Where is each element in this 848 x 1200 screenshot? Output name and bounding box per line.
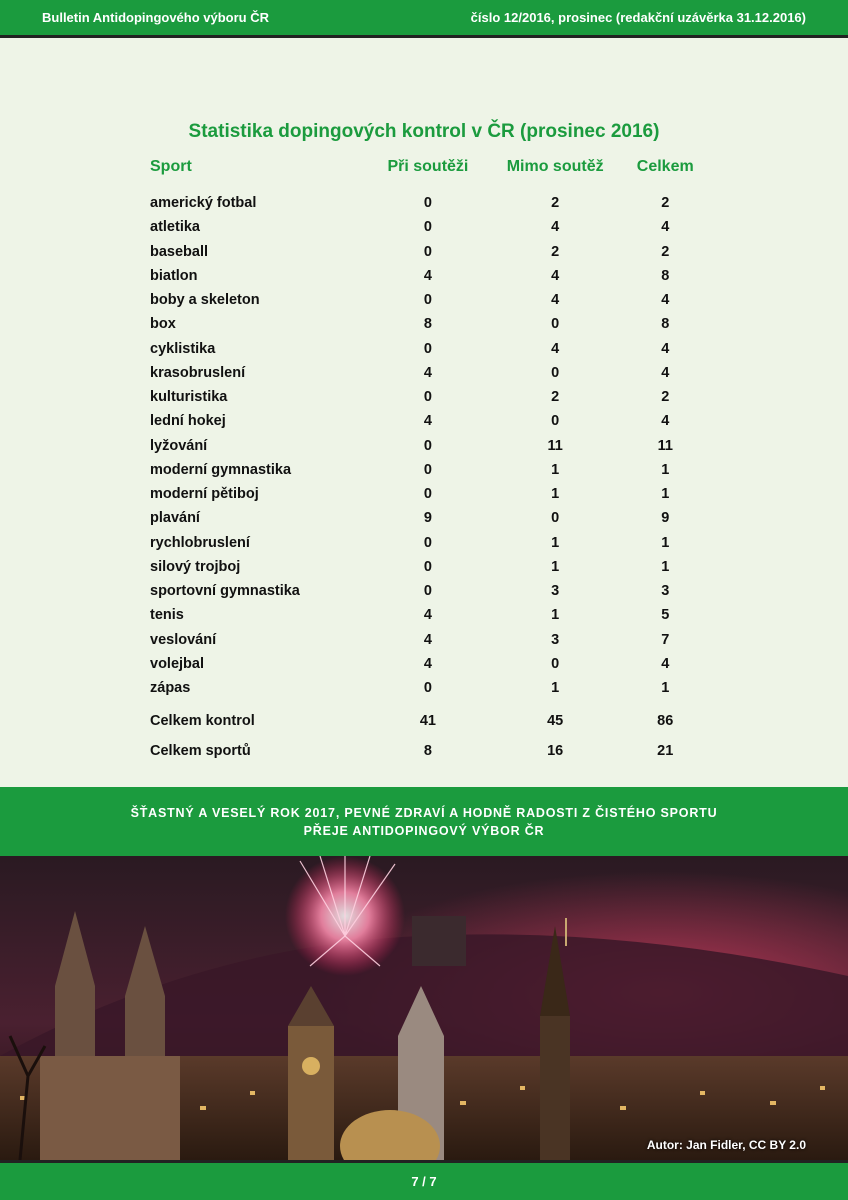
- cell-label: Celkem sportů: [150, 743, 251, 760]
- cell-in-competition: 4: [423, 267, 432, 284]
- cell-total: 8: [661, 316, 670, 333]
- cell-in-competition: 4: [423, 655, 432, 672]
- page-number: 7 / 7: [411, 1174, 437, 1189]
- cell-sport: box: [150, 316, 176, 333]
- cell-total: 1: [661, 486, 670, 503]
- cell-sport: rychlobruslení: [150, 534, 250, 551]
- table-row: [146, 482, 706, 506]
- cell-sport: moderní pětiboj: [150, 486, 259, 503]
- cell-sport: silový trojboj: [150, 558, 241, 575]
- cell-in-competition: 8: [423, 743, 432, 760]
- cell-out-of-competition: 0: [551, 510, 560, 527]
- photo-credit: Autor: Jan Fidler, CC BY 2.0: [646, 1138, 806, 1152]
- cell-total: 1: [661, 680, 670, 697]
- table-row: [146, 264, 706, 288]
- cell-total: 3: [661, 583, 670, 600]
- header-bar: [0, 0, 848, 38]
- greeting-line-1: ŠŤASTNÝ A VESELÝ ROK 2017, PEVNÉ ZDRAVÍ A HODNĚ RADOSTI Z ČISTÉHO SPORTU: [130, 805, 718, 820]
- cell-sport: lední hokej: [150, 413, 226, 430]
- table-row: [146, 555, 706, 579]
- cell-out-of-competition: 2: [551, 243, 560, 260]
- cell-in-competition: 0: [423, 243, 432, 260]
- photo-illustration: [0, 856, 848, 1160]
- column-header-total: Celkem: [636, 158, 694, 175]
- column-header-sport: Sport: [150, 158, 192, 175]
- cell-out-of-competition: 0: [551, 316, 560, 333]
- cell-sport: lyžování: [150, 437, 208, 454]
- cell-out-of-competition: 45: [547, 713, 564, 730]
- statistics-title: Statistika dopingových kontrol v ČR (prosinec 2016): [188, 121, 660, 142]
- cell-total: 2: [661, 389, 670, 406]
- cell-sport: atletika: [150, 219, 200, 236]
- cell-sport: americký fotbal: [150, 195, 257, 212]
- cell-out-of-competition: 1: [551, 461, 560, 478]
- table-body: [146, 183, 706, 766]
- total-controls-row: [146, 700, 706, 736]
- cell-sport: volejbal: [150, 655, 204, 672]
- cell-out-of-competition: 4: [551, 219, 560, 236]
- cell-total: 9: [661, 510, 670, 527]
- table-header-row: [146, 151, 706, 183]
- table-row: [146, 183, 706, 215]
- cell-out-of-competition: 1: [551, 534, 560, 551]
- cell-out-of-competition: 1: [551, 607, 560, 624]
- table-row: [146, 531, 706, 555]
- cell-out-of-competition: 4: [551, 340, 560, 357]
- cell-out-of-competition: 1: [551, 680, 560, 697]
- cell-total: 11: [657, 437, 673, 454]
- cell-sport: biatlon: [150, 267, 198, 284]
- cell-in-competition: 0: [423, 486, 432, 503]
- cell-out-of-competition: 16: [547, 743, 564, 760]
- table-row: [146, 361, 706, 385]
- cell-sport: baseball: [150, 243, 209, 260]
- cell-sport: plavání: [150, 510, 200, 527]
- cell-in-competition: 0: [423, 340, 432, 357]
- table-row: [146, 385, 706, 409]
- cell-in-competition: 0: [423, 534, 432, 551]
- cell-in-competition: 4: [423, 413, 432, 430]
- cell-out-of-competition: 2: [551, 389, 560, 406]
- cell-in-competition: 0: [423, 437, 432, 454]
- cell-total: 8: [661, 267, 670, 284]
- table-row: [146, 652, 706, 676]
- cell-total: 4: [661, 219, 670, 236]
- cell-out-of-competition: 1: [551, 486, 560, 503]
- cell-total: 1: [661, 461, 670, 478]
- cell-in-competition: 0: [423, 389, 432, 406]
- cell-in-competition: 4: [423, 364, 432, 381]
- table-row: [146, 579, 706, 603]
- cell-sport: boby a skeleton: [150, 292, 260, 309]
- table-row: [146, 312, 706, 336]
- cell-out-of-competition: 3: [551, 583, 560, 600]
- cell-out-of-competition: 4: [551, 267, 560, 284]
- table-row: [146, 288, 706, 312]
- cell-total: 4: [661, 413, 670, 430]
- cell-total: 5: [661, 607, 670, 624]
- cell-in-competition: 0: [423, 219, 432, 236]
- cell-sport: sportovní gymnastika: [150, 583, 300, 600]
- cell-in-competition: 0: [423, 583, 432, 600]
- cell-total: 4: [661, 364, 670, 381]
- table-row: [146, 676, 706, 700]
- new-year-greeting: [0, 787, 848, 856]
- cell-in-competition: 41: [419, 713, 436, 730]
- table-row: [146, 240, 706, 264]
- table-row: [146, 434, 706, 458]
- cell-in-competition: 0: [423, 292, 432, 309]
- cell-out-of-competition: 1: [551, 558, 560, 575]
- table-row: [146, 628, 706, 652]
- cell-sport: tenis: [150, 607, 184, 624]
- cell-in-competition: 4: [423, 607, 432, 624]
- cell-in-competition: 8: [423, 316, 432, 333]
- cell-out-of-competition: 0: [551, 413, 560, 430]
- cell-sport: zápas: [150, 680, 191, 697]
- cell-in-competition: 0: [423, 195, 432, 212]
- column-header-out-of-competition: Mimo soutěž: [506, 158, 604, 175]
- footer-bar: [0, 1160, 848, 1200]
- table-row: [146, 215, 706, 239]
- cell-total: 1: [661, 558, 670, 575]
- cell-in-competition: 4: [423, 631, 432, 648]
- cell-total: 2: [661, 243, 670, 260]
- cell-out-of-competition: 0: [551, 364, 560, 381]
- cell-total: 86: [657, 713, 674, 730]
- cell-total: 7: [661, 631, 670, 648]
- cell-out-of-competition: 2: [551, 195, 560, 212]
- cell-in-competition: 9: [423, 510, 432, 527]
- table-row: [146, 603, 706, 627]
- cell-total: 4: [661, 340, 670, 357]
- cell-out-of-competition: 0: [551, 655, 560, 672]
- issue-info: číslo 12/2016, prosinec (redakční uzávěrka 31.12.2016): [470, 10, 806, 25]
- table-row: [146, 337, 706, 361]
- cell-out-of-competition: 11: [547, 437, 563, 454]
- cell-in-competition: 0: [423, 461, 432, 478]
- cell-label: Celkem kontrol: [150, 713, 255, 730]
- cell-total: 4: [661, 292, 670, 309]
- cell-total: 2: [661, 195, 670, 212]
- cell-total: 21: [657, 743, 674, 760]
- total-sports-row: [146, 736, 706, 766]
- table-row: [146, 506, 706, 530]
- cell-in-competition: 0: [423, 558, 432, 575]
- cell-out-of-competition: 4: [551, 292, 560, 309]
- table-row: [146, 458, 706, 482]
- fireworks-icon: [285, 856, 405, 976]
- doping-control-table: [146, 151, 706, 766]
- cell-sport: krasobruslení: [150, 364, 246, 381]
- cell-sport: kulturistika: [150, 389, 228, 406]
- cell-total: 4: [661, 655, 670, 672]
- cell-in-competition: 0: [423, 680, 432, 697]
- cell-sport: moderní gymnastika: [150, 461, 292, 478]
- cell-sport: veslování: [150, 631, 217, 648]
- cell-sport: cyklistika: [150, 340, 216, 357]
- greeting-line-2: PŘEJE ANTIDOPINGOVÝ VÝBOR ČR: [303, 823, 545, 838]
- cell-total: 1: [661, 534, 670, 551]
- table-row: [146, 409, 706, 433]
- cell-out-of-competition: 3: [551, 631, 560, 648]
- statistics-section: [0, 41, 848, 787]
- bulletin-name: Bulletin Antidopingového výboru ČR: [42, 10, 270, 25]
- column-header-in-competition: Při soutěži: [387, 158, 469, 175]
- prague-fireworks-photo: [0, 856, 848, 1160]
